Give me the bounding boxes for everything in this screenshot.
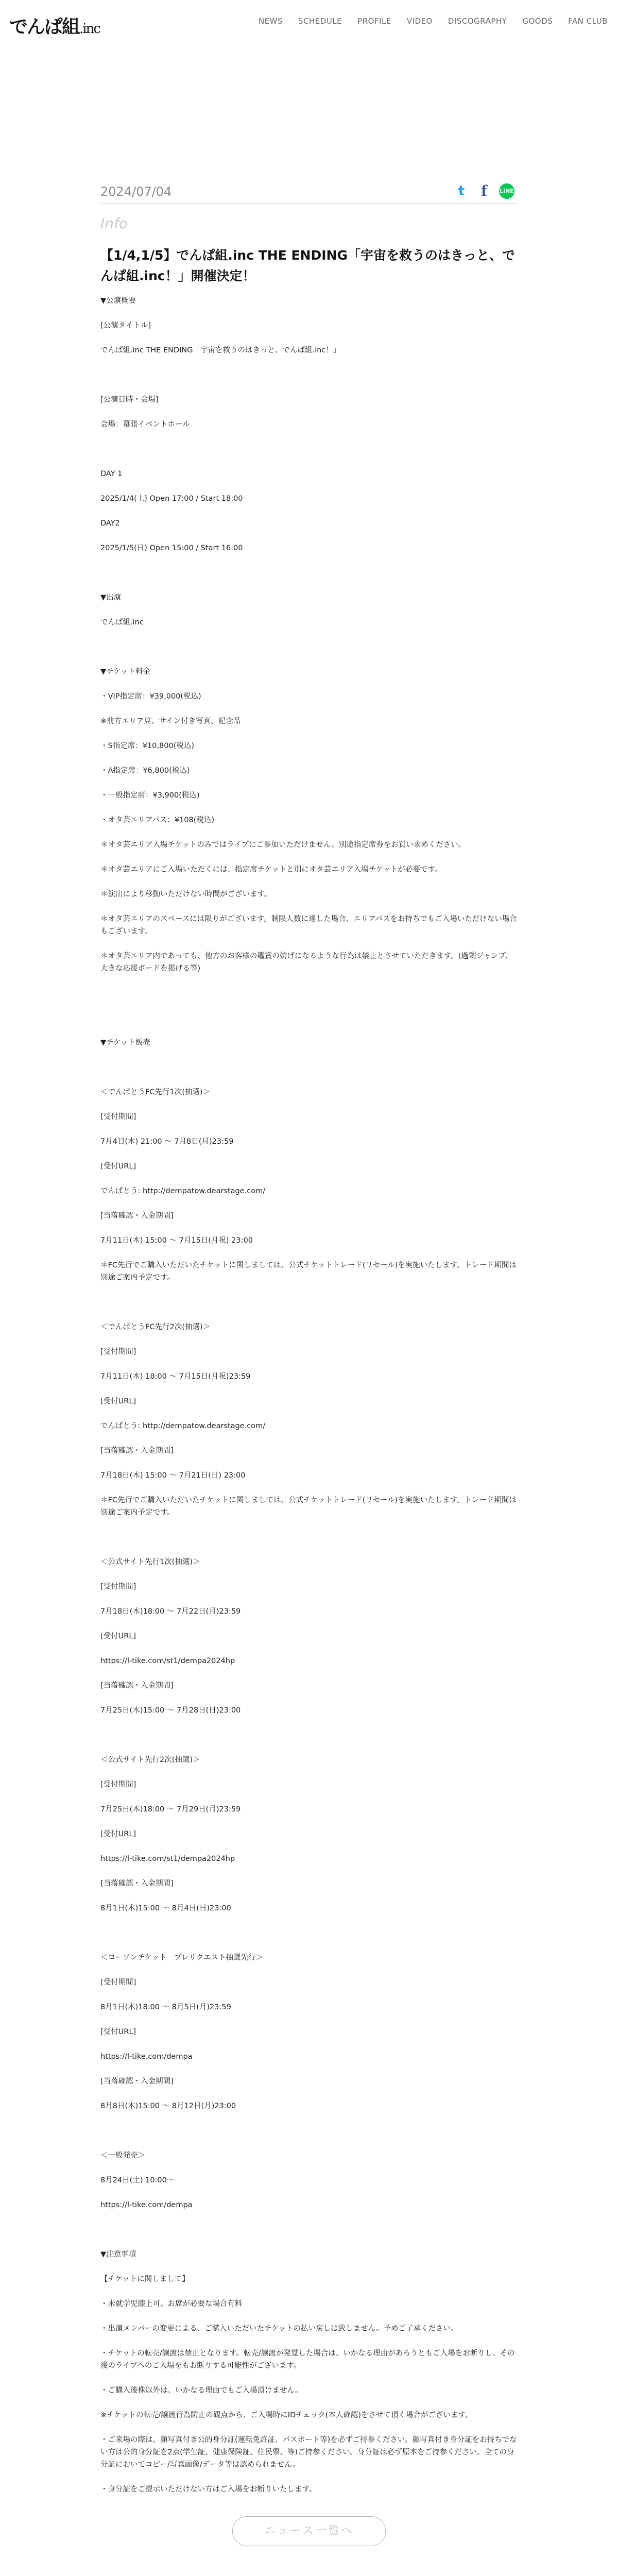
article-line — [100, 1729, 518, 1741]
twitter-icon[interactable]: t — [458, 183, 465, 199]
article-line: ＜ローソンチケット プレリクエスト抽選先行＞ — [100, 1954, 263, 1962]
article-line: [当落確認・入金期間] — [100, 1879, 174, 1888]
article-line: 会場：幕張イベントホール — [100, 420, 190, 429]
article-line: [受付URL] — [100, 1830, 136, 1838]
article-line: ＊FC先行でご購入いただいたチケットに関しましては、公式チケットトレード(リセール)を実施いたします。トレード期間は別途ご案内予定です。 — [100, 1496, 517, 1517]
article-line: ▼チケット料金 — [100, 668, 150, 676]
nav-schedule[interactable]: SCHEDULE — [298, 16, 342, 26]
share-buttons — [454, 183, 514, 199]
article-line — [100, 2224, 518, 2236]
article-line: ＜でんぱとうFC先行2次(抽選)＞ — [100, 1323, 211, 1331]
line-icon[interactable]: LINE — [499, 183, 514, 199]
article-line: ＜公式サイト先行1次(抽選)＞ — [100, 1558, 200, 1566]
article-line: ・オタ芸エリアパス：¥108(税込) — [100, 816, 215, 824]
article-line: ・チケットの転売/譲渡は禁止となります。転売/譲渡が発覚した場合は、いかなる理由があろうともご入場をお断りし、その後のライブへのご入場をもお断りする可能性がございます。 — [100, 2349, 515, 2370]
article-line[interactable]: https://l-tike.com/dempa — [100, 2201, 193, 2209]
article-line: 7月4日(木) 21:00 ～ 7月8日(月)23:59 — [100, 1138, 234, 1146]
article-line: [公演日時・会場] — [100, 396, 159, 404]
article-line: [公演タイトル] — [100, 321, 151, 330]
article-line: DAY2 — [100, 519, 120, 528]
article-line: [受付期間] — [100, 1781, 136, 1789]
article-line: 8月1日(木)18:00 ～ 8月5日(月)23:59 — [100, 2003, 231, 2011]
site-header — [0, 0, 618, 46]
article-line: ・ご来場の際は、顔写真付き公的身分証(運転免許証、パスポート等)を必ずご持参ください。顔写真付き身分証をお持ちでない方は公的身分証を2点(学生証、健康保険証、住民票、等)ご持参ください。身分証は必ず原本をご持参ください。全ての身分証においてコピー/写真画像/データ等は認められません。 — [100, 2436, 517, 2469]
nav-fanclub[interactable]: FAN CLUB — [568, 16, 608, 26]
article-date: 2024/07/04 — [100, 184, 172, 199]
article-line — [100, 1061, 518, 1074]
article-line: 7月25日(木)15:00 ～ 7月28日(日)23:00 — [100, 1706, 241, 1715]
article-line: ▼公演概要 — [100, 297, 136, 305]
news-article — [100, 180, 518, 2546]
article-line: [当落確認・入金期間] — [100, 1212, 174, 1220]
nav-discography[interactable]: DISCOGRAPHY — [448, 16, 507, 26]
article-line: ＊オタ芸エリアのスペースには限りがございます。制限人数に達した場合、エリアパスをお持ちでもご入場いただけない場合もございます。 — [100, 915, 517, 936]
article-category: Info — [100, 215, 128, 232]
article-line: ・未就学児膝上可。お席が必要な場合有料 — [100, 2300, 243, 2308]
article-line: 8月8日(木)15:00 ～ 8月12日(月)23:00 — [100, 2102, 236, 2110]
article-line[interactable]: https://l-tike.com/dempa — [100, 2053, 193, 2061]
article-line: ・S指定席：¥10,800(税込) — [100, 742, 194, 750]
article-line — [100, 1531, 518, 1544]
article-line: 7月11日(木) 18:00 ～ 7月15日(月祝)23:59 — [100, 1372, 251, 1381]
article-line[interactable]: でんぱとう: http://dempatow.dearstage.com/ — [100, 1187, 266, 1195]
article-line — [100, 443, 518, 455]
article-line: ・A指定席：¥6,800(税込) — [100, 767, 190, 775]
article-title: 【1/4,1/5】でんぱ組.inc THE ENDING「宇宙を救うのはきっと、でんぱ組.inc！」開催決定！ — [100, 248, 515, 283]
article-line — [100, 987, 518, 999]
article-line: ・一般指定席：¥3,900(税込) — [100, 791, 200, 800]
article-line — [100, 1927, 518, 1939]
article-line — [100, 641, 518, 653]
article-line: 7月18日(木) 15:00 ～ 7月21日(日) 23:00 — [100, 1471, 246, 1480]
article-line — [100, 1012, 518, 1024]
article-line: 2025/1/4(土) Open 17:00 / Start 18:00 — [100, 495, 243, 503]
nav-video[interactable]: VIDEO — [406, 16, 433, 26]
logo-main: でんぱ組 — [9, 16, 80, 38]
article-body — [100, 295, 518, 2496]
article-line: [受付期間] — [100, 1113, 136, 1121]
article-line: ▼注意事項 — [100, 2250, 136, 2259]
article-line: ※チケットの転売/譲渡行為防止の観点から、ご入場時にIDチェック(本人確認)をさせて頂く場合がございます。 — [100, 2411, 473, 2419]
article-line: [受付期間] — [100, 1583, 136, 1591]
article-line: ▼チケット販売 — [100, 1039, 150, 1047]
article-line: [受付期間] — [100, 1348, 136, 1356]
article-line: [受付URL] — [100, 1162, 136, 1171]
article-line: でんぱ組.inc THE ENDING「宇宙を救うのはきっと、でんぱ組.inc！」 — [100, 346, 341, 354]
article-line: ＊オタ芸エリアにご入場いただくには、指定席チケットと別にオタ芸エリア入場チケットが必要です。 — [100, 866, 442, 874]
news-list-button[interactable]: ニュース一覧へ — [232, 2516, 386, 2546]
site-logo[interactable] — [9, 12, 100, 39]
article-line: 2025/1/5(日) Open 15:00 / Start 16:00 — [100, 544, 243, 552]
article-line: ＜でんぱとうFC先行1次(抽選)＞ — [100, 1088, 211, 1096]
article-line: [受付URL] — [100, 2028, 136, 2036]
article-line: ・身分証をご提示いただけない方はご入場をお断りいたします。 — [100, 2485, 317, 2494]
article-line: ・出演メンバーの変更による、ご購入いただいたチケットの払い戻しは致しません。予めご了承ください。 — [100, 2325, 458, 2333]
main-nav — [259, 16, 608, 26]
article-line: ・ご購入後株以外は、いかなる理由でもご入場頂けません。 — [100, 2386, 303, 2395]
article-line: ▼出演 — [100, 594, 122, 602]
article-meta — [100, 180, 518, 204]
article-line: でんぱ組.inc — [100, 618, 144, 626]
article-line: ＊オタ芸エリア入場チケットのみではライブにご参加いただけません。別途指定席券をお買い求めください。 — [100, 841, 466, 849]
article-line: [受付URL] — [100, 1397, 136, 1405]
article-line: 【チケットに関しまして】 — [100, 2275, 190, 2283]
nav-news[interactable]: NEWS — [258, 16, 283, 26]
article-line: ＊演出により移動いただけない時間がございます。 — [100, 890, 272, 899]
article-line: [受付URL] — [100, 1632, 136, 1640]
article-line: [当落確認・入金期間] — [100, 1447, 174, 1455]
nav-profile[interactable]: PROFILE — [357, 16, 391, 26]
article-line[interactable]: でんぱとう: http://dempatow.dearstage.com/ — [100, 1422, 266, 1430]
article-line — [100, 2125, 518, 2137]
article-line: [当落確認・入金期間] — [100, 1682, 174, 1690]
logo-sub: .inc — [79, 21, 100, 37]
article-line: ＊オタ芸エリア内であっても、他方のお客様の鑑賞の妨げになるような行為は禁止とさせていただきます。(過剰ジャンプ、大きな応援ボードを掲げる等) — [100, 952, 513, 973]
article-line[interactable]: https://l-tike.com/st1/dempa2024hp — [100, 1855, 235, 1863]
article-line: 8月1日(木)15:00 ～ 8月4日(日)23:00 — [100, 1904, 231, 1912]
article-line: ＊FC先行でご購入いただいたチケットに関しましては、公式チケットトレード(リセール)を実施いたします。トレード期間は別途ご案内予定です。 — [100, 1261, 517, 1282]
article-line: ※前方エリア席、サイン付き写真、記念品 — [100, 717, 241, 725]
article-line: 7月25日(木)18:00 ～ 7月29日(月)23:59 — [100, 1805, 241, 1814]
article-line: 7月11日(木) 15:00 ～ 7月15日(月祝) 23:00 — [100, 1236, 253, 1245]
more-button-wrap — [100, 2516, 518, 2546]
article-line: DAY 1 — [100, 470, 123, 478]
article-line: [受付期間] — [100, 1978, 136, 1987]
article-line: 7月18日(木)18:00 ～ 7月22日(月)23:59 — [100, 1607, 241, 1616]
nav-goods[interactable]: GOODS — [522, 16, 553, 26]
article-line — [100, 369, 518, 381]
article-line: ・VIP指定席：¥39,000(税込) — [100, 692, 201, 701]
article-line — [100, 1296, 518, 1309]
article-line: ＜公式サイト先行2次(抽選)＞ — [100, 1756, 200, 1764]
article-line: ＜一般発売＞ — [100, 2151, 145, 2160]
article-line: 8月24日(土) 10:00～ — [100, 2176, 175, 2184]
facebook-icon[interactable]: f — [480, 182, 488, 199]
article-line[interactable]: https://l-tike.com/st1/dempa2024hp — [100, 1657, 235, 1665]
article-line — [100, 567, 518, 579]
article-line: [当落確認・入金期間] — [100, 2077, 174, 2086]
